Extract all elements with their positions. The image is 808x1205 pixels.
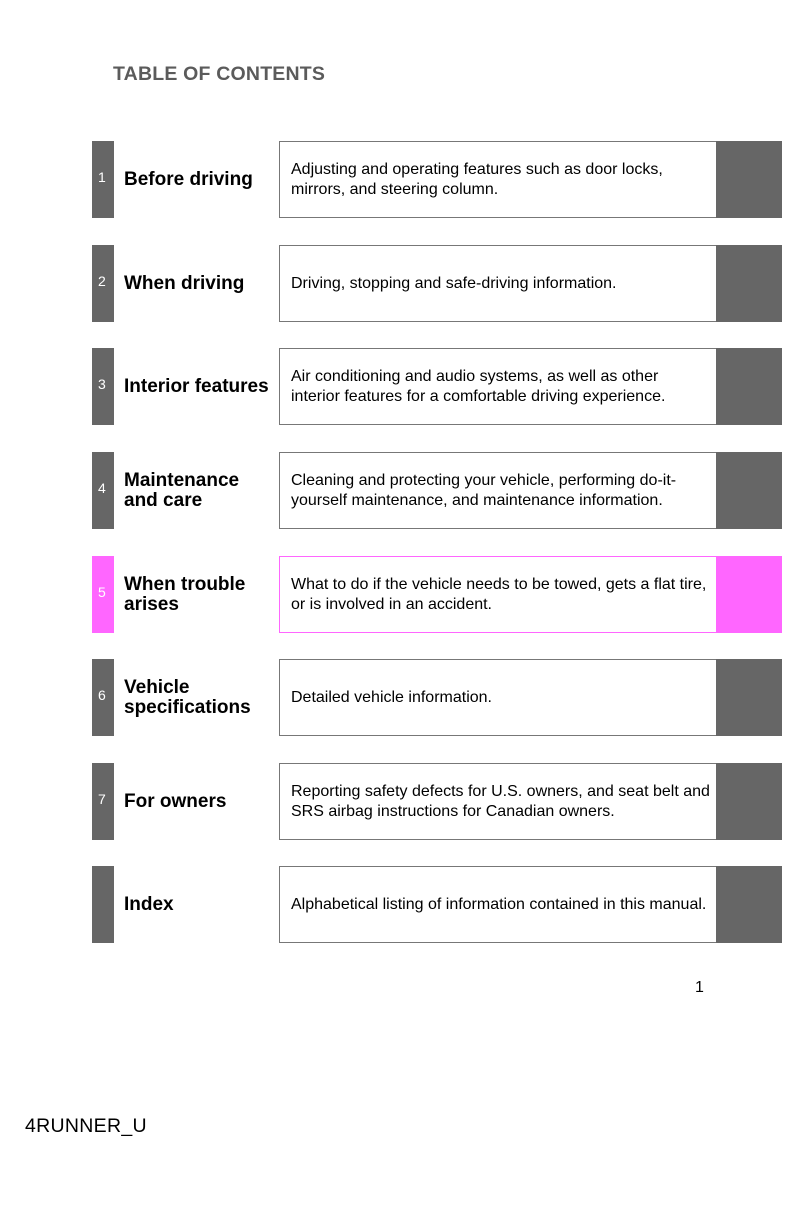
section-thumb-tab[interactable] xyxy=(716,866,782,943)
section-number-tab: 5 xyxy=(92,556,114,633)
section-thumb-tab[interactable] xyxy=(716,245,782,322)
toc-row-vehicle-specifications[interactable] xyxy=(92,659,782,736)
section-description: Alphabetical listing of information contained in this manual. xyxy=(279,866,716,943)
section-number-tab: 6 xyxy=(92,659,114,736)
section-title[interactable]: Interior features xyxy=(124,375,269,397)
toc-row-interior-features[interactable] xyxy=(92,348,782,425)
section-title[interactable]: Maintenance and care xyxy=(124,469,240,511)
section-number-tab: 3 xyxy=(92,348,114,425)
section-number-tab xyxy=(92,866,114,943)
section-title[interactable]: Before driving xyxy=(124,168,253,190)
section-title[interactable]: When driving xyxy=(124,272,245,294)
section-description: Air conditioning and audio systems, as well as other interior features for a comfortable driving experience. xyxy=(279,348,716,425)
page-title: TABLE OF CONTENTS xyxy=(113,63,326,85)
section-number-tab: 1 xyxy=(92,141,114,218)
toc-row-maintenance-and-care[interactable] xyxy=(92,452,782,529)
section-thumb-tab[interactable] xyxy=(716,452,782,529)
section-description: Adjusting and operating features such as door locks, mirrors, and steering column. xyxy=(279,141,716,218)
section-title[interactable]: Index xyxy=(124,893,174,915)
section-number-tab: 2 xyxy=(92,245,114,322)
section-thumb-tab[interactable] xyxy=(716,141,782,218)
section-thumb-tab[interactable] xyxy=(716,556,782,633)
section-description: What to do if the vehicle needs to be towed, gets a flat tire, or is involved in an accident. xyxy=(279,556,716,633)
page-number: 1 xyxy=(695,979,704,996)
toc-row-when-driving[interactable] xyxy=(92,245,782,322)
section-description: Driving, stopping and safe-driving information. xyxy=(279,245,716,322)
section-description: Reporting safety defects for U.S. owners, and seat belt and SRS airbag instructions for Canadian owners. xyxy=(279,763,716,840)
toc-row-when-trouble-arises[interactable] xyxy=(92,556,782,633)
section-title[interactable]: When trouble arises xyxy=(124,573,246,615)
section-title[interactable]: For owners xyxy=(124,790,227,812)
section-number-tab: 7 xyxy=(92,763,114,840)
toc-row-before-driving[interactable] xyxy=(92,141,782,218)
section-description: Cleaning and protecting your vehicle, performing do-it-yourself maintenance, and maintenance information. xyxy=(279,452,716,529)
section-description: Detailed vehicle information. xyxy=(279,659,716,736)
toc-row-for-owners[interactable] xyxy=(92,763,782,840)
section-thumb-tab[interactable] xyxy=(716,348,782,425)
section-number-tab: 4 xyxy=(92,452,114,529)
section-thumb-tab[interactable] xyxy=(716,763,782,840)
toc-row-index[interactable] xyxy=(92,866,782,943)
document-code: 4RUNNER_U xyxy=(25,1115,147,1137)
section-thumb-tab[interactable] xyxy=(716,659,782,736)
section-title[interactable]: Vehicle specifications xyxy=(124,676,251,718)
